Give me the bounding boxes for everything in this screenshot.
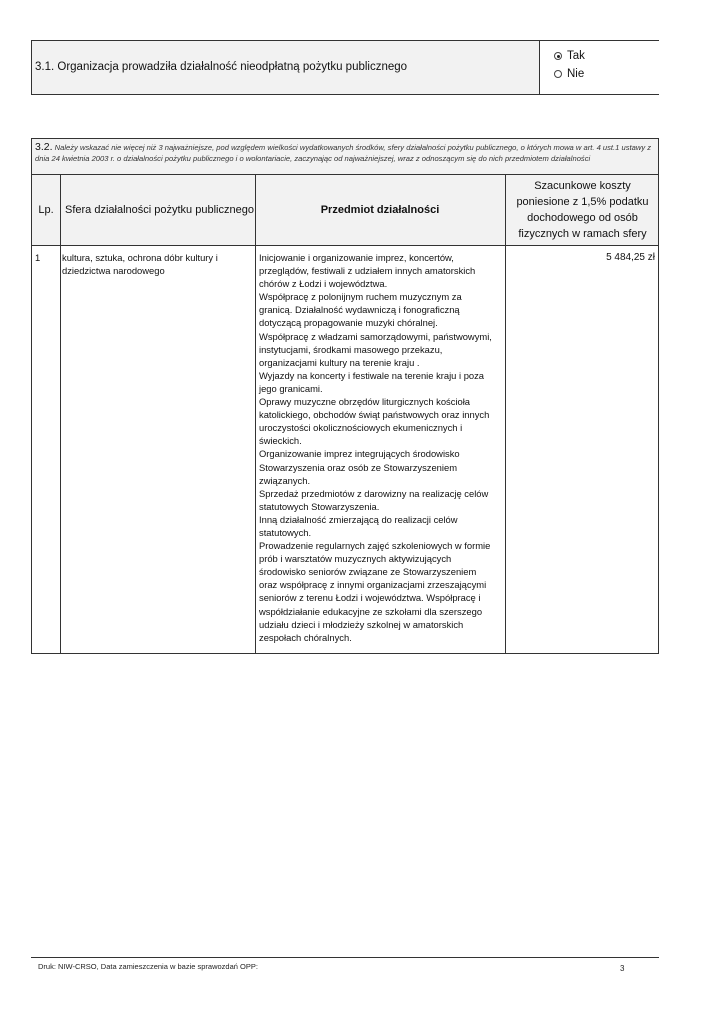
desc-line: katolickiego, obchodów świąt państwowych oraz innych <box>259 409 490 421</box>
section-3-2-instructions: Należy wskazać nie więcej niż 3 najważniejsze, pod względem wielkości wydatkowanych środków, sfery działalności pożytku publicznego, o których mowa w art. 4 ust.1 ustawy z dnia 24 kwietnia 2003 r. o działalności pożytku publicznego i o wolontariacie, zaczynając od najważniejszej, wraz z odnoszącym się do nich przedmiotem działalności <box>35 143 652 163</box>
header-lp: Lp. <box>38 204 54 216</box>
header-koszty: Szacunkowe koszty poniesione z 1,5% podatku dochodowego od osób fizycznych w ramach sfery <box>516 180 649 240</box>
option-nie-label: Nie <box>567 68 585 80</box>
option-nie[interactable] <box>554 68 584 80</box>
desc-line: Wyjazdy na koncerty i festiwale na terenie kraju i poza <box>259 369 485 381</box>
desc-line: Współpracę z władzami samorządowymi, państwowymi, <box>259 330 492 342</box>
desc-line: uroczystości okolicznościowych ekumenicznych i <box>259 422 463 434</box>
header-sfera: Sfera działalności pożytku publicznego <box>65 204 254 216</box>
desc-line: środowisko seniorów związane ze Stowarzyszeniem <box>259 566 477 578</box>
desc-line: jego granicami. <box>259 382 323 394</box>
table-row <box>32 245 658 655</box>
desc-line: Oprawy muzyczne obrzędów liturgicznych kościoła <box>259 396 471 408</box>
row-przedmiot <box>259 251 503 644</box>
row-koszty: 5 484,25 zł <box>606 252 655 263</box>
desc-line: przeglądów, festiwali z udziałem innych amatorskich <box>259 265 476 277</box>
desc-line: chórów z Łodzi i województwa. <box>259 278 388 290</box>
desc-line: organizacjami kultury na terenie kraju . <box>259 356 420 368</box>
desc-line: świeckich. <box>259 435 302 447</box>
section-3-2-intro <box>32 139 658 175</box>
desc-line: statutowych Stowarzyszenia. <box>259 500 380 512</box>
desc-line: Organizowanie imprez integrujących środowisko <box>259 448 460 460</box>
radio-selected-icon[interactable] <box>554 52 562 60</box>
desc-line: Sprzedaż przedmiotów z darowizny na realizację celów <box>259 487 489 499</box>
desc-line: udziału dzieci i młodzieży szkolnej w amatorskich <box>259 618 464 630</box>
page-number: 3 <box>620 964 625 973</box>
desc-line: seniorów z terenu Łodzi i województwa. Współpracę i <box>259 592 481 604</box>
row-sfera: kultura, sztuka, ochrona dóbr kultury i dziedzictwa narodowego <box>62 252 218 277</box>
desc-line: Prowadzenie regularnych zajęć szkoleniowych w formie <box>259 540 491 552</box>
desc-line: granicą. Działalność wydawniczą i fonograficzną <box>259 304 460 316</box>
desc-line: oraz współpracę z innymi organizacjami zrzeszającymi <box>259 579 487 591</box>
desc-line: Inicjowanie i organizowanie imprez, koncertów, <box>259 252 454 263</box>
desc-line: Współpracę z polonijnym ruchem muzycznym za <box>259 291 462 303</box>
desc-line: zespołach chóralnych. <box>259 631 352 643</box>
header-przedmiot: Przedmiot działalności <box>320 204 440 216</box>
section-3-1 <box>31 40 659 95</box>
option-tak-label: Tak <box>567 50 585 62</box>
option-tak[interactable] <box>554 50 585 62</box>
section-3-2-number: 3.2. <box>35 141 53 153</box>
desc-line: związanych. <box>259 474 311 486</box>
row-lp: 1 <box>35 252 41 263</box>
section-3-1-label: 3.1. Organizacja prowadziła działalność nieodpłatną pożytku publicznego <box>35 61 408 73</box>
desc-line: statutowych. <box>259 526 312 538</box>
section-3-1-options <box>539 41 660 94</box>
footer-text: Druk: NIW-CRSO, Data zamieszczenia w bazie sprawozdań OPP: <box>38 962 258 971</box>
footer-divider <box>31 957 659 958</box>
desc-line: prób i warsztatów muzycznych aktywizujących <box>259 553 452 565</box>
desc-line: dotyczącą propagowanie muzyki chóralnej. <box>259 317 438 329</box>
desc-line: współdziałanie edukacyjne ze szkołami dla szerszego <box>259 605 483 617</box>
desc-line: Stowarzyszenia oraz osób ze Stowarzyszeniem <box>259 461 458 473</box>
desc-line: instytucjami, środkami masowego przekazu, <box>259 343 443 355</box>
radio-unselected-icon[interactable] <box>554 70 562 78</box>
section-3-2-table <box>31 138 659 654</box>
desc-line: Inną działalność zmierzającą do realizacji celów <box>259 513 458 525</box>
